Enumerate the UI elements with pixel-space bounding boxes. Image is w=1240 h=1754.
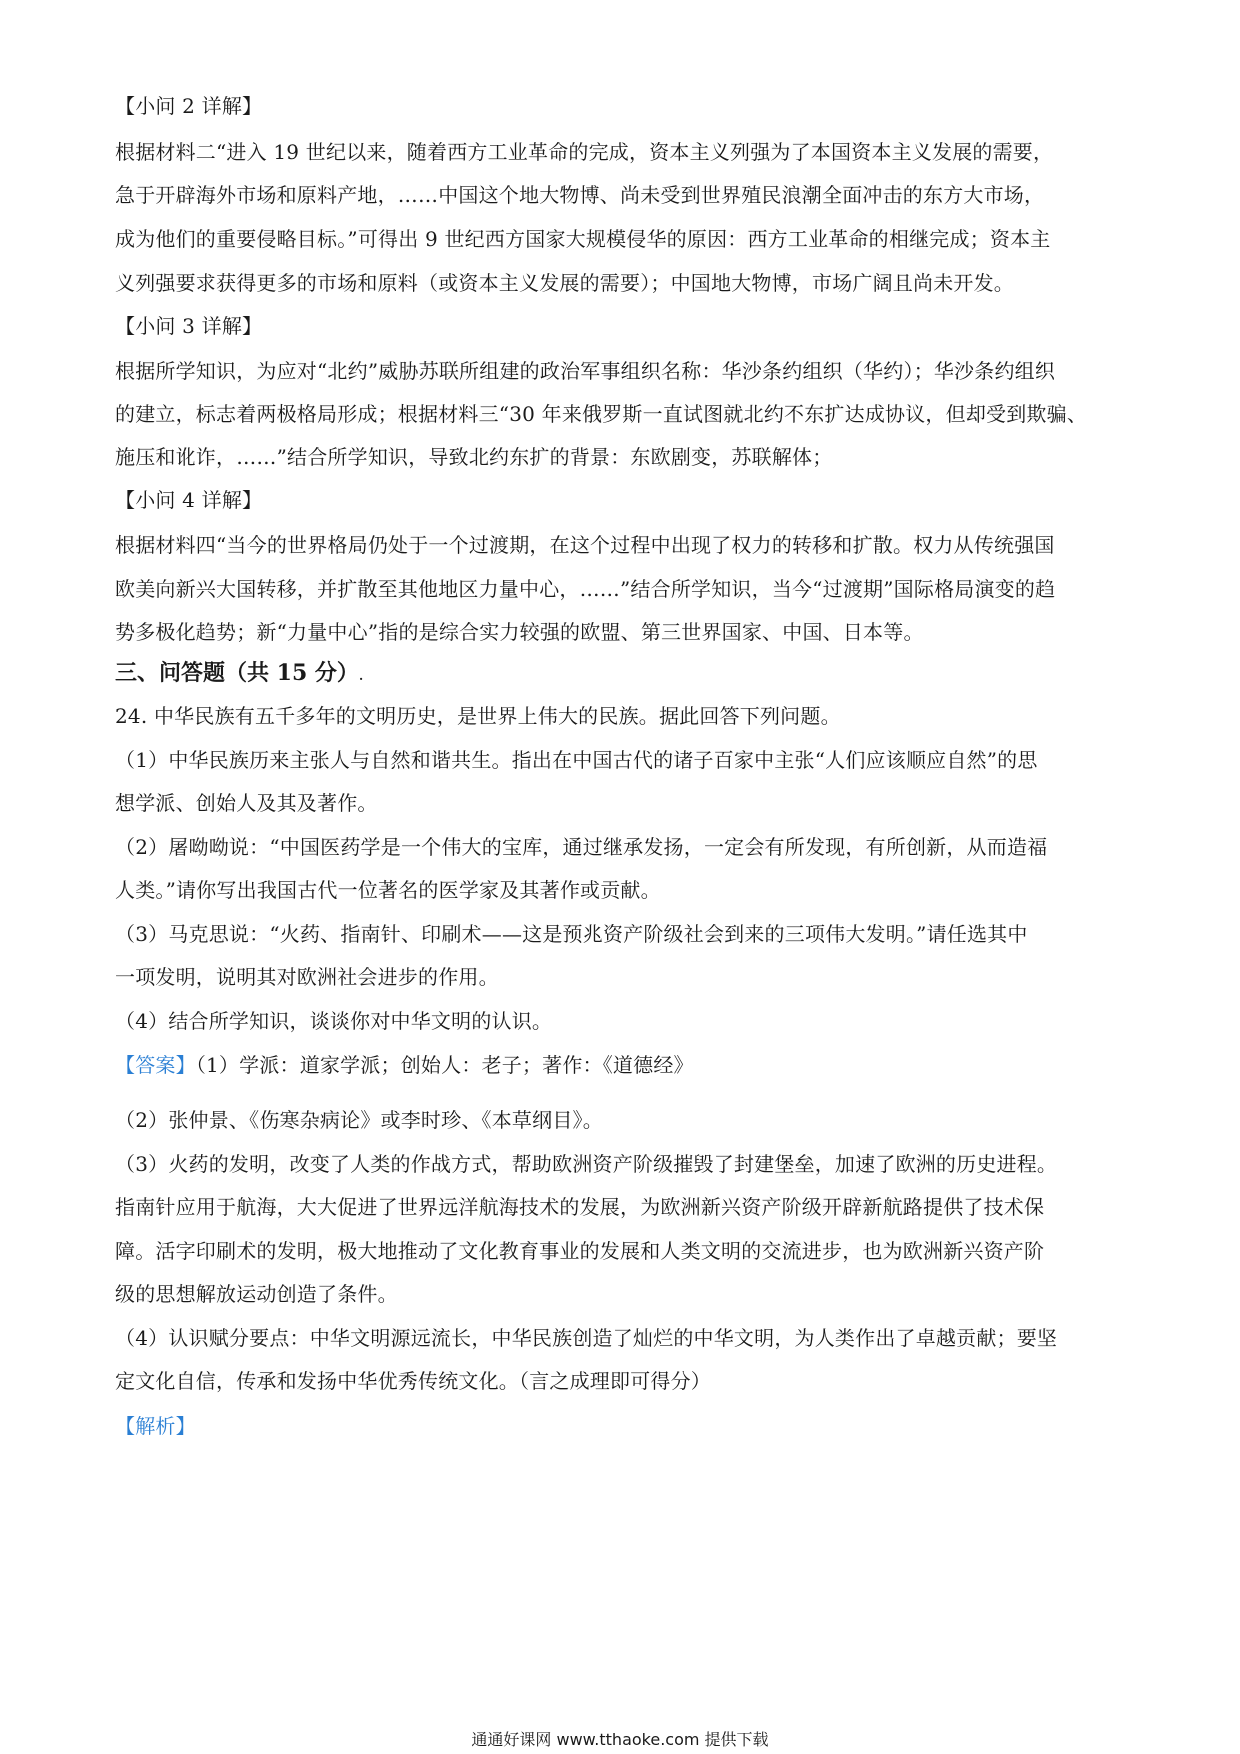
answer-4-line: 定文化自信，传承和发扬中华优秀传统文化。（言之成理即可得分） <box>115 1369 711 1393</box>
section-title-q3: 【小问 3 详解】 <box>115 314 263 338</box>
answer-3-line: 障。活字印刷术的发明，极大地推动了文化教育事业的发展和人类文明的交流进步，也为欧洲新兴资产阶 <box>115 1239 1045 1263</box>
q24-sub2-line: 人类。”请你写出我国古代一位著名的医学家及其著作或贡献。 <box>115 878 661 902</box>
q24-sub1-line: （1）中华民族历来主张人与自然和谐共生。指出在中国古代的诸子百家中主张“人们应该顺应自然”的思 <box>115 748 1038 772</box>
q4-text-line: 势多极化趋势；新“力量中心”指的是综合实力较强的欧盟、第三世界国家、中国、日本等。 <box>115 620 924 644</box>
q3-text-line: 的建立，标志着两极格局形成；根据材料三“30 年来俄罗斯一直试图就北约不东扩达成协议，但却受到欺骗、 <box>115 402 1088 426</box>
q2-text-line: 根据材料二“进入 19 世纪以来，随着西方工业革命的完成，资本主义列强为了本国资本主义发展的需要， <box>115 140 1054 164</box>
answer-2-line: （2）张仲景、《伤寒杂病论》或李时珍、《本草纲目》。 <box>115 1108 603 1132</box>
q24-sub4-line: （4）结合所学知识，谈谈你对中华文明的认识。 <box>115 1009 553 1033</box>
q24-sub1-line: 想学派、创始人及其及著作。 <box>115 791 378 815</box>
answer-line-1 <box>115 1052 694 1078</box>
answer-3-line: 级的思想解放运动创造了条件。 <box>115 1282 398 1306</box>
q3-text-line: 根据所学知识，为应对“北约”威胁苏联所组建的政治军事组织名称：华沙条约组织（华约）；华沙条约组织 <box>115 359 1056 383</box>
q24-sub3-line: （3）马克思说：“火药、指南针、印刷术——这是预兆资产阶级社会到来的三项伟大发明。”请任选其中 <box>115 922 1028 946</box>
q2-text-line: 义列强要求获得更多的市场和原料（或资本主义发展的需要）；中国地大物博，市场广阔且尚未开发。 <box>115 271 1014 295</box>
section-title-q4: 【小问 4 详解】 <box>115 488 263 512</box>
q24-sub3-line: 一项发明，说明其对欧洲社会进步的作用。 <box>115 965 499 989</box>
q4-text-line: 根据材料四“当今的世界格局仍处于一个过渡期，在这个过程中出现了权力的转移和扩散。权力从传统强国 <box>115 533 1055 557</box>
part3-heading-text: 三、问答题（共 15 分） <box>115 660 359 686</box>
answer-4-line: （4）认识赋分要点：中华文明源远流长，中华民族创造了灿烂的中华文明，为人类作出了卓越贡献；要坚 <box>115 1326 1058 1350</box>
analysis-tag: 【解析】 <box>115 1414 196 1438</box>
answer-3-line: 指南针应用于航海，大大促进了世界远洋航海技术的发展，为欧洲新兴资产阶级开辟新航路提供了技术保 <box>115 1195 1045 1219</box>
answer-3-line: （3）火药的发明，改变了人类的作战方式，帮助欧洲资产阶级摧毁了封建堡垒，加速了欧洲的历史进程。 <box>115 1152 1058 1176</box>
answer-1-text: （1）学派：道家学派；创始人：老子；著作：《道德经》 <box>195 1053 694 1077</box>
q3-text-line: 施压和讹诈，……”结合所学知识，导致北约东扩的背景：东欧剧变，苏联解体； <box>115 445 833 469</box>
part3-heading <box>115 659 363 690</box>
q4-text-line: 欧美向新兴大国转移，并扩散至其他地区力量中心，……”结合所学知识，当今“过渡期”国际格局演变的趋 <box>115 577 1056 601</box>
heading-dot: . <box>358 669 364 683</box>
answer-tag: 【答案】 <box>115 1053 196 1077</box>
q2-text-line: 急于开辟海外市场和原料产地，……中国这个地大物博、尚未受到世界殖民浪潮全面冲击的东方大市场， <box>115 183 1045 207</box>
page-footer: 通通好课网 www.tthaoke.com 提供下载 <box>471 1730 769 1749</box>
q24-sub2-line: （2）屠呦呦说：“中国医药学是一个伟大的宝库，通过继承发扬，一定会有所发现，有所创新，从而造福 <box>115 835 1048 859</box>
section-title-q2: 【小问 2 详解】 <box>115 94 263 118</box>
q2-text-line: 成为他们的重要侵略目标。”可得出 9 世纪西方国家大规模侵华的原因：西方工业革命的相继完成；资本主 <box>115 227 1051 251</box>
q24-stem: 24. 中华民族有五千多年的文明历史，是世界上伟大的民族。据此回答下列问题。 <box>115 704 841 728</box>
